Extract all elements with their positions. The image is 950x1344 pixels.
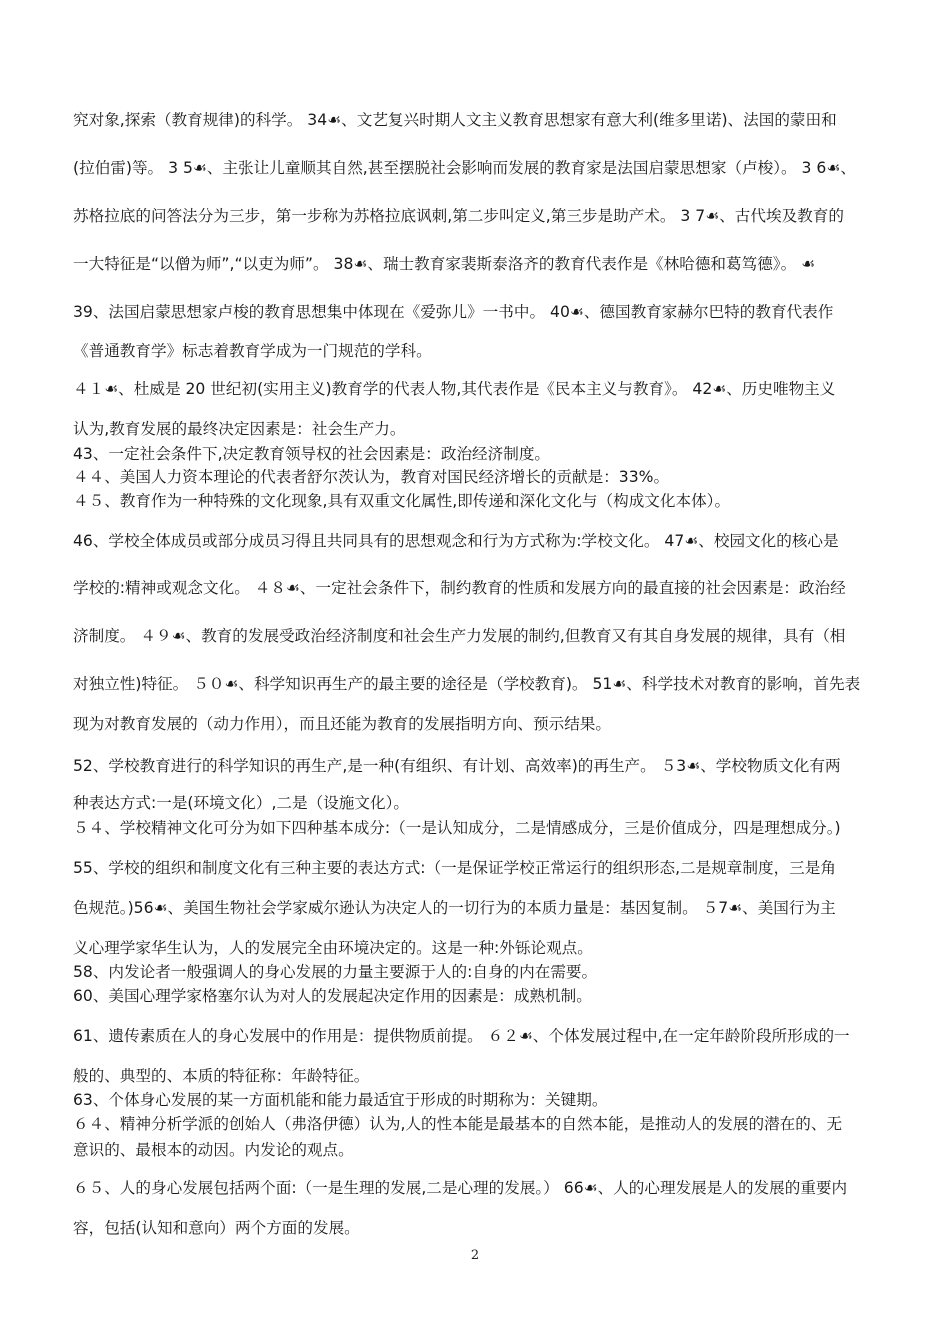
text-line: 容，包括(认知和意向）两个方面的发展。 [73,1219,360,1237]
text-line: 般的、典型的、本质的特征称：年龄特征。 [73,1067,370,1085]
text-line: 现为对教育发展的（动力作用），而且还能为教育的发展指明方向、预示结果。 [73,715,611,733]
text-line: 《普通教育学》标志着教育学成为一门规范的学科。 [73,342,432,360]
text-line: ６４、精神分析学派的创始人（弗洛伊德）认为,人的性本能是最基本的自然本能，是推动人的发展的潜在的、无 [73,1115,843,1133]
text-line: 学校的:精神或观念文化。 ４８☙、一定社会条件下，制约教育的性质和发展方向的最直接的社会因素是：政治经 [73,579,846,597]
text-line: 52、学校教育进行的科学知识的再生产,是一种(有组织、有计划、高效率)的再生产。 ５3☙、学校物质文化有两 [73,757,841,775]
text-line: 色规范。)56☙、美国生物社会学家威尔逊认为决定人的一切行为的本质力量是：基因复制。 ５7☙、美国行为主 [73,899,836,917]
text-line: 对独立性)特征。 ５０☙、科学知识再生产的最主要的途径是（学校教育)。 51☙、科学技术对教育的影响，首先表 [73,675,861,693]
text-line: 意识的、最根本的动因。内发论的观点。 [73,1141,354,1159]
text-line: ６５、人的身心发展包括两个面:（一是生理的发展,二是心理的发展。） 66☙、人的心理发展是人的发展的重要内 [73,1179,848,1197]
text-line: 63、个体身心发展的某一方面机能和能力最适宜于形成的时期称为：关键期。 [73,1091,608,1109]
text-line: 60、美国心理学家格塞尔认为对人的发展起决定作用的因素是：成熟机制。 [73,987,592,1005]
text-line: 济制度。 ４９☙、教育的发展受政治经济制度和社会生产力发展的制约,但教育又有其自身发展的规律，具有（相 [73,627,846,645]
text-line: 61、遗传素质在人的身心发展中的作用是：提供物质前提。 ６２☙、个体发展过程中,在一定年龄阶段所形成的一 [73,1027,850,1045]
text-line: ５４、学校精神文化可分为如下四种基本成分:（一是认知成分，二是情感成分，三是价值成分，四是理想成分。) [73,819,841,837]
text-line: 46、学校全体成员或部分成员习得且共同具有的思想观念和行为方式称为:学校文化。 47☙、校园文化的核心是 [73,532,839,550]
text-line: 义心理学家华生认为，人的发展完全由环境决定的。这是一种:外铄论观点。 [73,939,593,957]
page-number: 2 [470,1248,480,1263]
text-line: ４５、教育作为一种特殊的文化现象,具有双重文化属性,即传递和深化文化与（构成文化本体）。 [73,492,731,510]
text-line: 苏格拉底的问答法分为三步，第一步称为苏格拉底讽刺,第二步叫定义,第三步是助产术。 3 7☙、古代埃及教育的 [73,207,844,225]
text-line: 认为,教育发展的最终决定因素是：社会生产力。 [73,420,406,438]
text-line: 43、一定社会条件下,决定教育领导权的社会因素是：政治经济制度。 [73,445,551,463]
text-line: 一大特征是“以僧为师”,“以吏为师”。 38☙、瑞士教育家裴斯泰洛齐的教育代表作是《林哈德和葛笃德》。 ☙ [73,255,816,273]
text-line: 55、学校的组织和制度文化有三种主要的表达方式:（一是保证学校正常运行的组织形态,二是规章制度，三是角 [73,859,836,877]
text-line: ４４、美国人力资本理论的代表者舒尔茨认为，教育对国民经济增长的贡献是：33%。 [73,468,670,486]
text-line: 究对象,探索（教育规律)的科学。 34☙、文艺复兴时期人文主义教育思想家有意大利(维多里诺)、法国的蒙田和 [73,111,837,129]
text-line: 种表达方式:一是(环境文化）,二是（设施文化）。 [73,794,409,812]
text-line: 39、法国启蒙思想家卢梭的教育思想集中体现在《爱弥儿》一书中。 40☙、德国教育家赫尔巴特的教育代表作 [73,303,834,321]
text-line: 58、内发论者一般强调人的身心发展的力量主要源于人的:自身的内在需要。 [73,963,598,981]
text-line: ４１☙、杜威是 20 世纪初(实用主义)教育学的代表人物,其代表作是《民本主义与教育》。 42☙、历史唯物主义 [73,380,836,398]
text-line: (拉伯雷)等。 3 5☙、主张让儿童顺其自然,甚至摆脱社会影响而发展的教育家是法国启蒙思想家（卢梭）。 3 6☙、 [73,159,856,177]
